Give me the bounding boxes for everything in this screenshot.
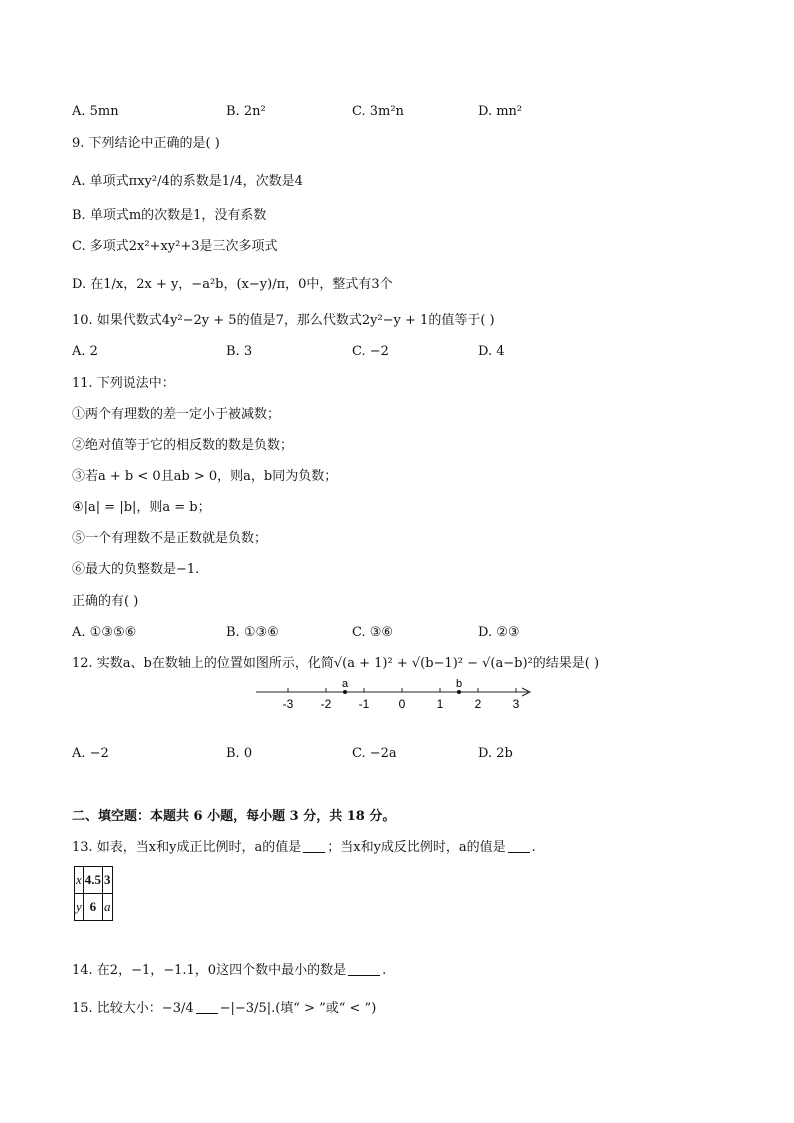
q11-item-3: ③若a + b < 0且ab > 0，则a，b同为负数； xyxy=(72,469,338,484)
q15-stem-part1: 15. 比较大小：−3/4 xyxy=(72,1001,194,1016)
q13-stem xyxy=(72,839,536,857)
q11-item-1: ①两个有理数的差一定小于被减数； xyxy=(72,407,281,422)
q11-stem: 11. 下列说法中： xyxy=(72,376,175,391)
q15-blank[interactable] xyxy=(196,1001,218,1014)
q9-option-a: A. 单项式πxy²/4的系数是1/4，次数是4 xyxy=(72,174,303,189)
q13-table xyxy=(74,866,113,921)
q10-option-d: D. 4 xyxy=(478,344,505,359)
q10-option-c: C. −2 xyxy=(352,344,389,359)
number-line xyxy=(250,678,540,718)
q15-stem-part2: −|−3/5|.(填“ > ”或“ < ”) xyxy=(219,1001,377,1016)
q11-option-a: A. ①③⑤⑥ xyxy=(72,625,137,640)
table-row xyxy=(75,894,113,921)
number-line-tick-label: -3 xyxy=(282,697,294,711)
q15-stem xyxy=(72,1000,376,1018)
q13-stem-part1: 13. 如表，当x和y成正比例时，a的值是 xyxy=(72,840,302,855)
q11-item-6: ⑥最大的负整数是−1. xyxy=(72,562,200,577)
number-line-tick-label: 3 xyxy=(512,697,520,711)
q10-option-a: A. 2 xyxy=(72,344,98,359)
q11-option-d: D. ②③ xyxy=(478,625,520,640)
q9-stem: 9. 下列结论中正确的是( ) xyxy=(72,136,220,151)
table-cell: y xyxy=(75,894,84,921)
q8-option-c: C. 3m²n xyxy=(352,104,404,119)
q11-question: 正确的有( ) xyxy=(72,594,139,609)
q11-item-5: ⑤一个有理数不是正数就是负数； xyxy=(72,531,268,546)
table-cell: 4.5 xyxy=(83,867,102,894)
number-line-tick-label: -1 xyxy=(358,697,370,711)
q14-stem-end: . xyxy=(382,963,387,978)
table-cell: x xyxy=(75,867,84,894)
q12-option-c: C. −2a xyxy=(352,746,397,761)
number-line-tick-label: 2 xyxy=(474,697,482,711)
q13-blank-2[interactable] xyxy=(508,840,530,853)
q10-option-b: B. 3 xyxy=(226,344,253,359)
q12-option-a: A. −2 xyxy=(72,746,109,761)
table-cell: 3 xyxy=(103,867,113,894)
table-row xyxy=(75,867,113,894)
q13-stem-end: . xyxy=(531,840,536,855)
q9-option-b: B. 单项式m的次数是1，没有系数 xyxy=(72,208,267,223)
q10-stem: 10. 如果代数式4y²−2y + 5的值是7，那么代数式2y²−y + 1的值等于( ) xyxy=(72,313,495,328)
q11-item-2: ②绝对值等于它的相反数的数是负数； xyxy=(72,438,294,453)
number-line-tick-label: 1 xyxy=(436,697,444,711)
q14-stem-part1: 14. 在2，−1，−1.1，0这四个数中最小的数是 xyxy=(72,963,347,978)
number-line-tick-label: -2 xyxy=(320,697,332,711)
q9-option-c: C. 多项式2x²+xy²+3是三次多项式 xyxy=(72,239,278,254)
point-a-label: a xyxy=(341,678,349,690)
number-line-tick-label: 0 xyxy=(398,697,406,711)
q13-stem-part2: ；当x和y成反比例时，a的值是 xyxy=(327,840,506,855)
q11-option-b: B. ①③⑥ xyxy=(226,625,279,640)
point-b-dot xyxy=(457,690,461,694)
q11-option-c: C. ③⑥ xyxy=(352,625,394,640)
table-cell: a xyxy=(103,894,113,921)
q11-item-4: ④|a| = |b|，则a = b； xyxy=(72,500,211,515)
q14-blank[interactable] xyxy=(348,963,380,976)
table-cell: 6 xyxy=(83,894,102,921)
q13-blank-1[interactable] xyxy=(303,840,325,853)
point-b-label: b xyxy=(455,678,463,690)
q14-stem xyxy=(72,962,386,980)
q8-option-a: A. 5mn xyxy=(72,104,119,119)
q8-option-b: B. 2n² xyxy=(226,104,266,119)
q12-option-b: B. 0 xyxy=(226,746,253,761)
q9-option-d: D. 在1/x，2x + y，−a²b，(x−y)/π，0中，整式有3个 xyxy=(72,277,393,292)
q12-stem: 12. 实数a、b在数轴上的位置如图所示，化简√(a + 1)² + √(b−1)² − √(a−b)²的结果是( ) xyxy=(72,656,600,671)
q12-option-d: D. 2b xyxy=(478,746,513,761)
section-2-heading: 二、填空题：本题共 6 小题，每小题 3 分，共 18 分。 xyxy=(72,809,396,824)
q8-option-d: D. mn² xyxy=(478,104,523,119)
point-a-dot xyxy=(343,690,347,694)
